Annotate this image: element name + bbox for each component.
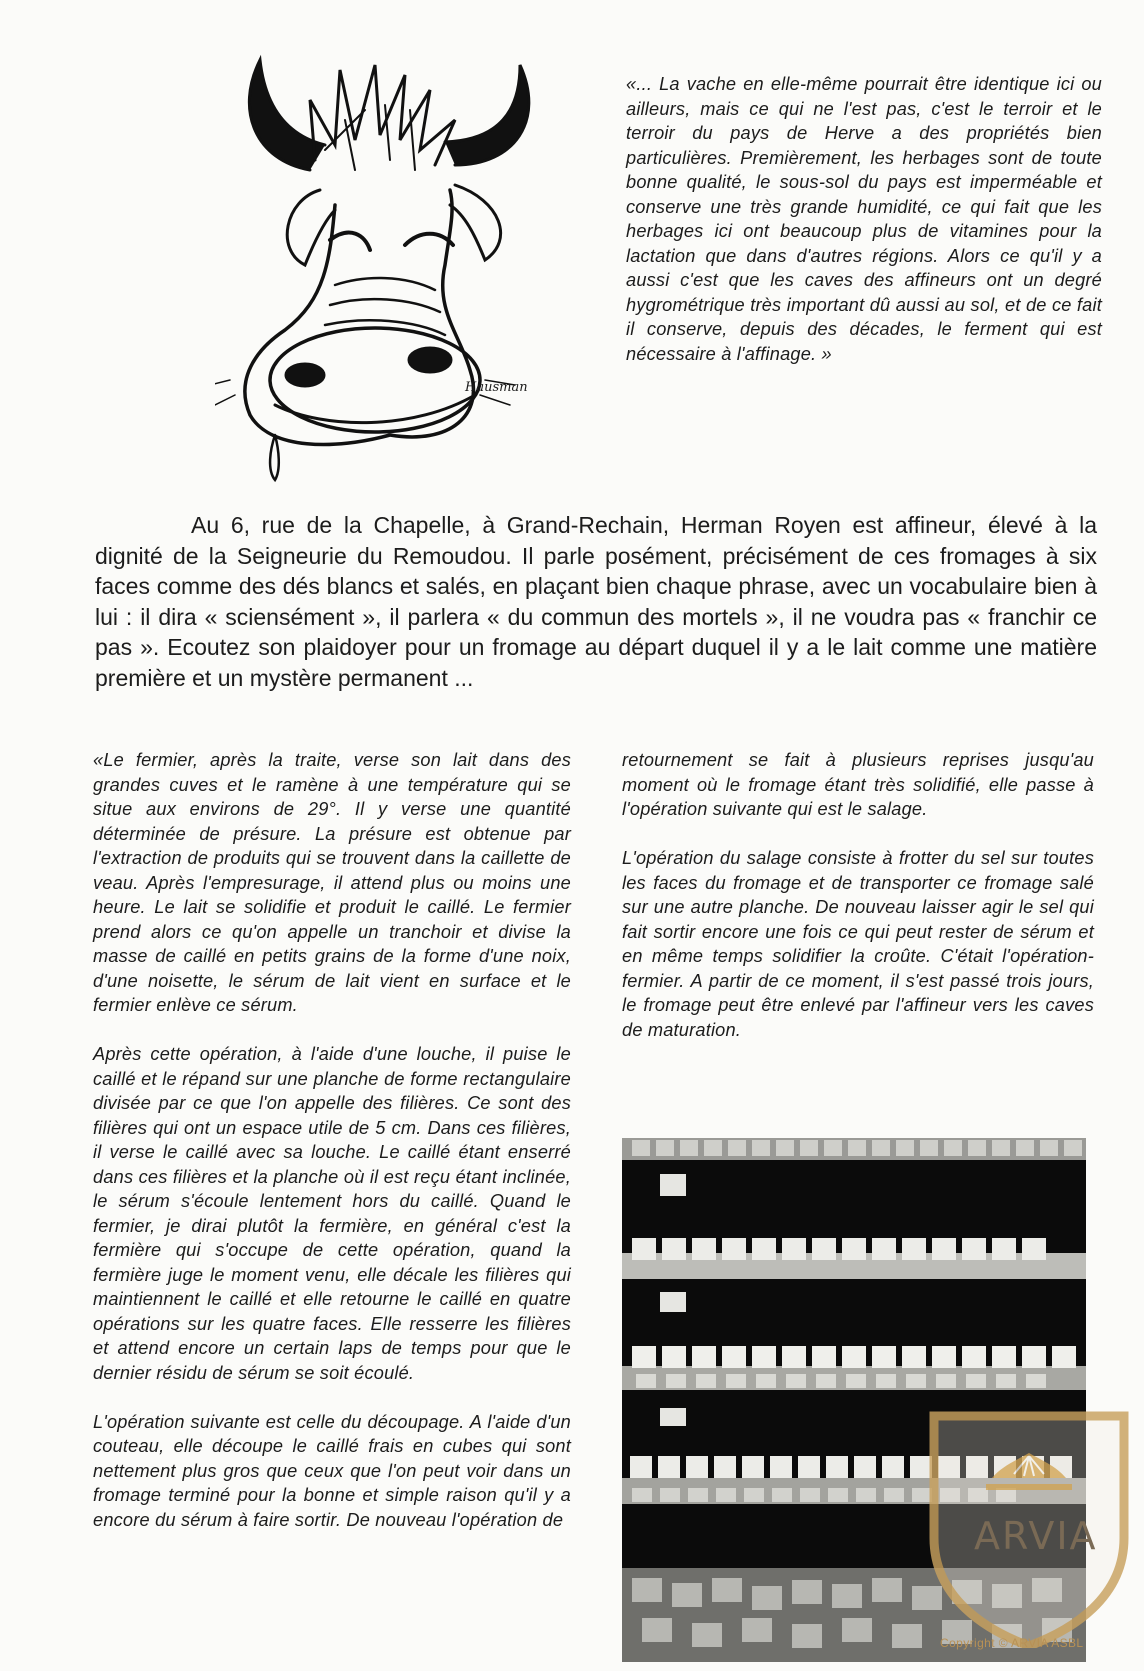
left-paragraph-3: L'opération suivante est celle du découpage. A l'aide d'un couteau, elle découpe le caillé frais en cubes qui sont nettement plus gros que ceux que l'on peut voir dans un fromage terminé pour la bonne et simple raison qu'il y a encore du sérum à faire sortir. De nouveau l'opération de [93, 1411, 571, 1530]
cow-illustration [215, 50, 560, 488]
left-paragraph-1: «Le fermier, après la traite, verse son lait dans des grandes cuves et le ramène à une température qui se situe aux environs de 29°. Il y verse une quantité déterminée de présure. La présure est obtenue par l'extraction de produits qui se trouvent dans la caillette de veau. Après l'empresurage, il attend plus ou moins une heure. Le lait se solidifie et produit le caillé. Le fermier prend alors ce qu'on appelle un tranchoir et divise la masse de caillé en petits grains de la forme d'une noix, d'une noisette, le sérum de lait vient en surface et le fermier enlève ce sérum. [93, 750, 571, 1015]
intro-paragraph [95, 510, 1097, 693]
intro-text: Au 6, rue de la Chapelle, à Grand-Rechain, Herman Royen est affineur, élevé à la dignité de la Seigneurie du Remoudou. Il parle posément, précisément de ces fromages à six faces comme des dés blancs et salés, en plaçant bien chaque phrase, avec un vocabulaire bien à lui : il dira « sciensément », il parlera « du commun des mortels », il ne voudra pas « franchir ce pas ». Ecoutez son plaidoyer pour un fromage au départ duquel il y a le lait comme une matière première et un mystère permanent ... [95, 512, 1097, 691]
cow-head-icon [215, 50, 560, 488]
left-column [93, 748, 571, 1557]
watermark-brand: ARVIA [974, 1514, 1098, 1558]
right-paragraph-2: L'opération du salage consiste à frotter du sel sur toutes les faces du fromage et de transporter ce fromage salé sur une autre planche. De nouveau laisser agir le sel qui fait sortir encore une fois ce qui peut rester de sérum et en même temps solidifier la croûte. C'était l'opération-fermier. A partir de ce moment, il s'est passé trois jours, le fromage peut être enlevé par l'affineur vers les caves de maturation. [622, 848, 1094, 1040]
right-column [622, 748, 1094, 1067]
cow-quote: «... La vache en elle-même pourrait être identique ici ou ailleurs, mais ce qui ne l'est pas, c'est le terroir et le terroir du pays de Herve a des propriétés bien particulières. Premièrement, les herbages sont de toute bonne qualité, le sous-sol du pays est imperméable et conserve une très grande humidité, ce qui fait que les herbages ici ont beaucoup plus de vitamines pour la lactation que dans d'autres régions. Alors ce qu'il y a aussi c'est que les caves des affineurs ont un degré hygrométrique très important dû aussi au sol, et de ce fait il conserve, depuis des décades, le ferment qui est nécessaire à l'affinage. » [626, 74, 1102, 364]
right-paragraph-1: retournement se fait à plusieurs reprises jusqu'au moment où le fromage étant très solidifié, elle passe à l'opération suivante qui est le salage. [622, 750, 1094, 819]
copyright-notice: Copyright © ARVIA ASBL [940, 1636, 1084, 1650]
illustration-signature: Hausman [465, 380, 528, 395]
arvia-watermark [922, 1398, 1136, 1653]
left-paragraph-2: Après cette opération, à l'aide d'une louche, il puise le caillé et le répand sur une planche de forme rectangulaire divisée par ce que l'on appelle des filières. Ce sont des filières qui ont un espace utile de 5 cm. Dans ces filières, il verse le caillé avec sa louche. Le caillé étant enserré dans ces filières et la planche où il est reçu étant inclinée, le sérum s'écoule lentement hors du caillé. Quand le fermier, je dirai plutôt la fermière, en général c'est la fermière qui s'occupe de cette opération, quand la fermière juge le moment venu, elle décale les filières qui maintiennent le caillé et elle retourne le caillé en quatre opérations sur les quatre faces. Elle resserre les filières et attend encore un certain laps de temps pour que le dernier résidu de sérum se soit écoulé. [93, 1044, 571, 1383]
